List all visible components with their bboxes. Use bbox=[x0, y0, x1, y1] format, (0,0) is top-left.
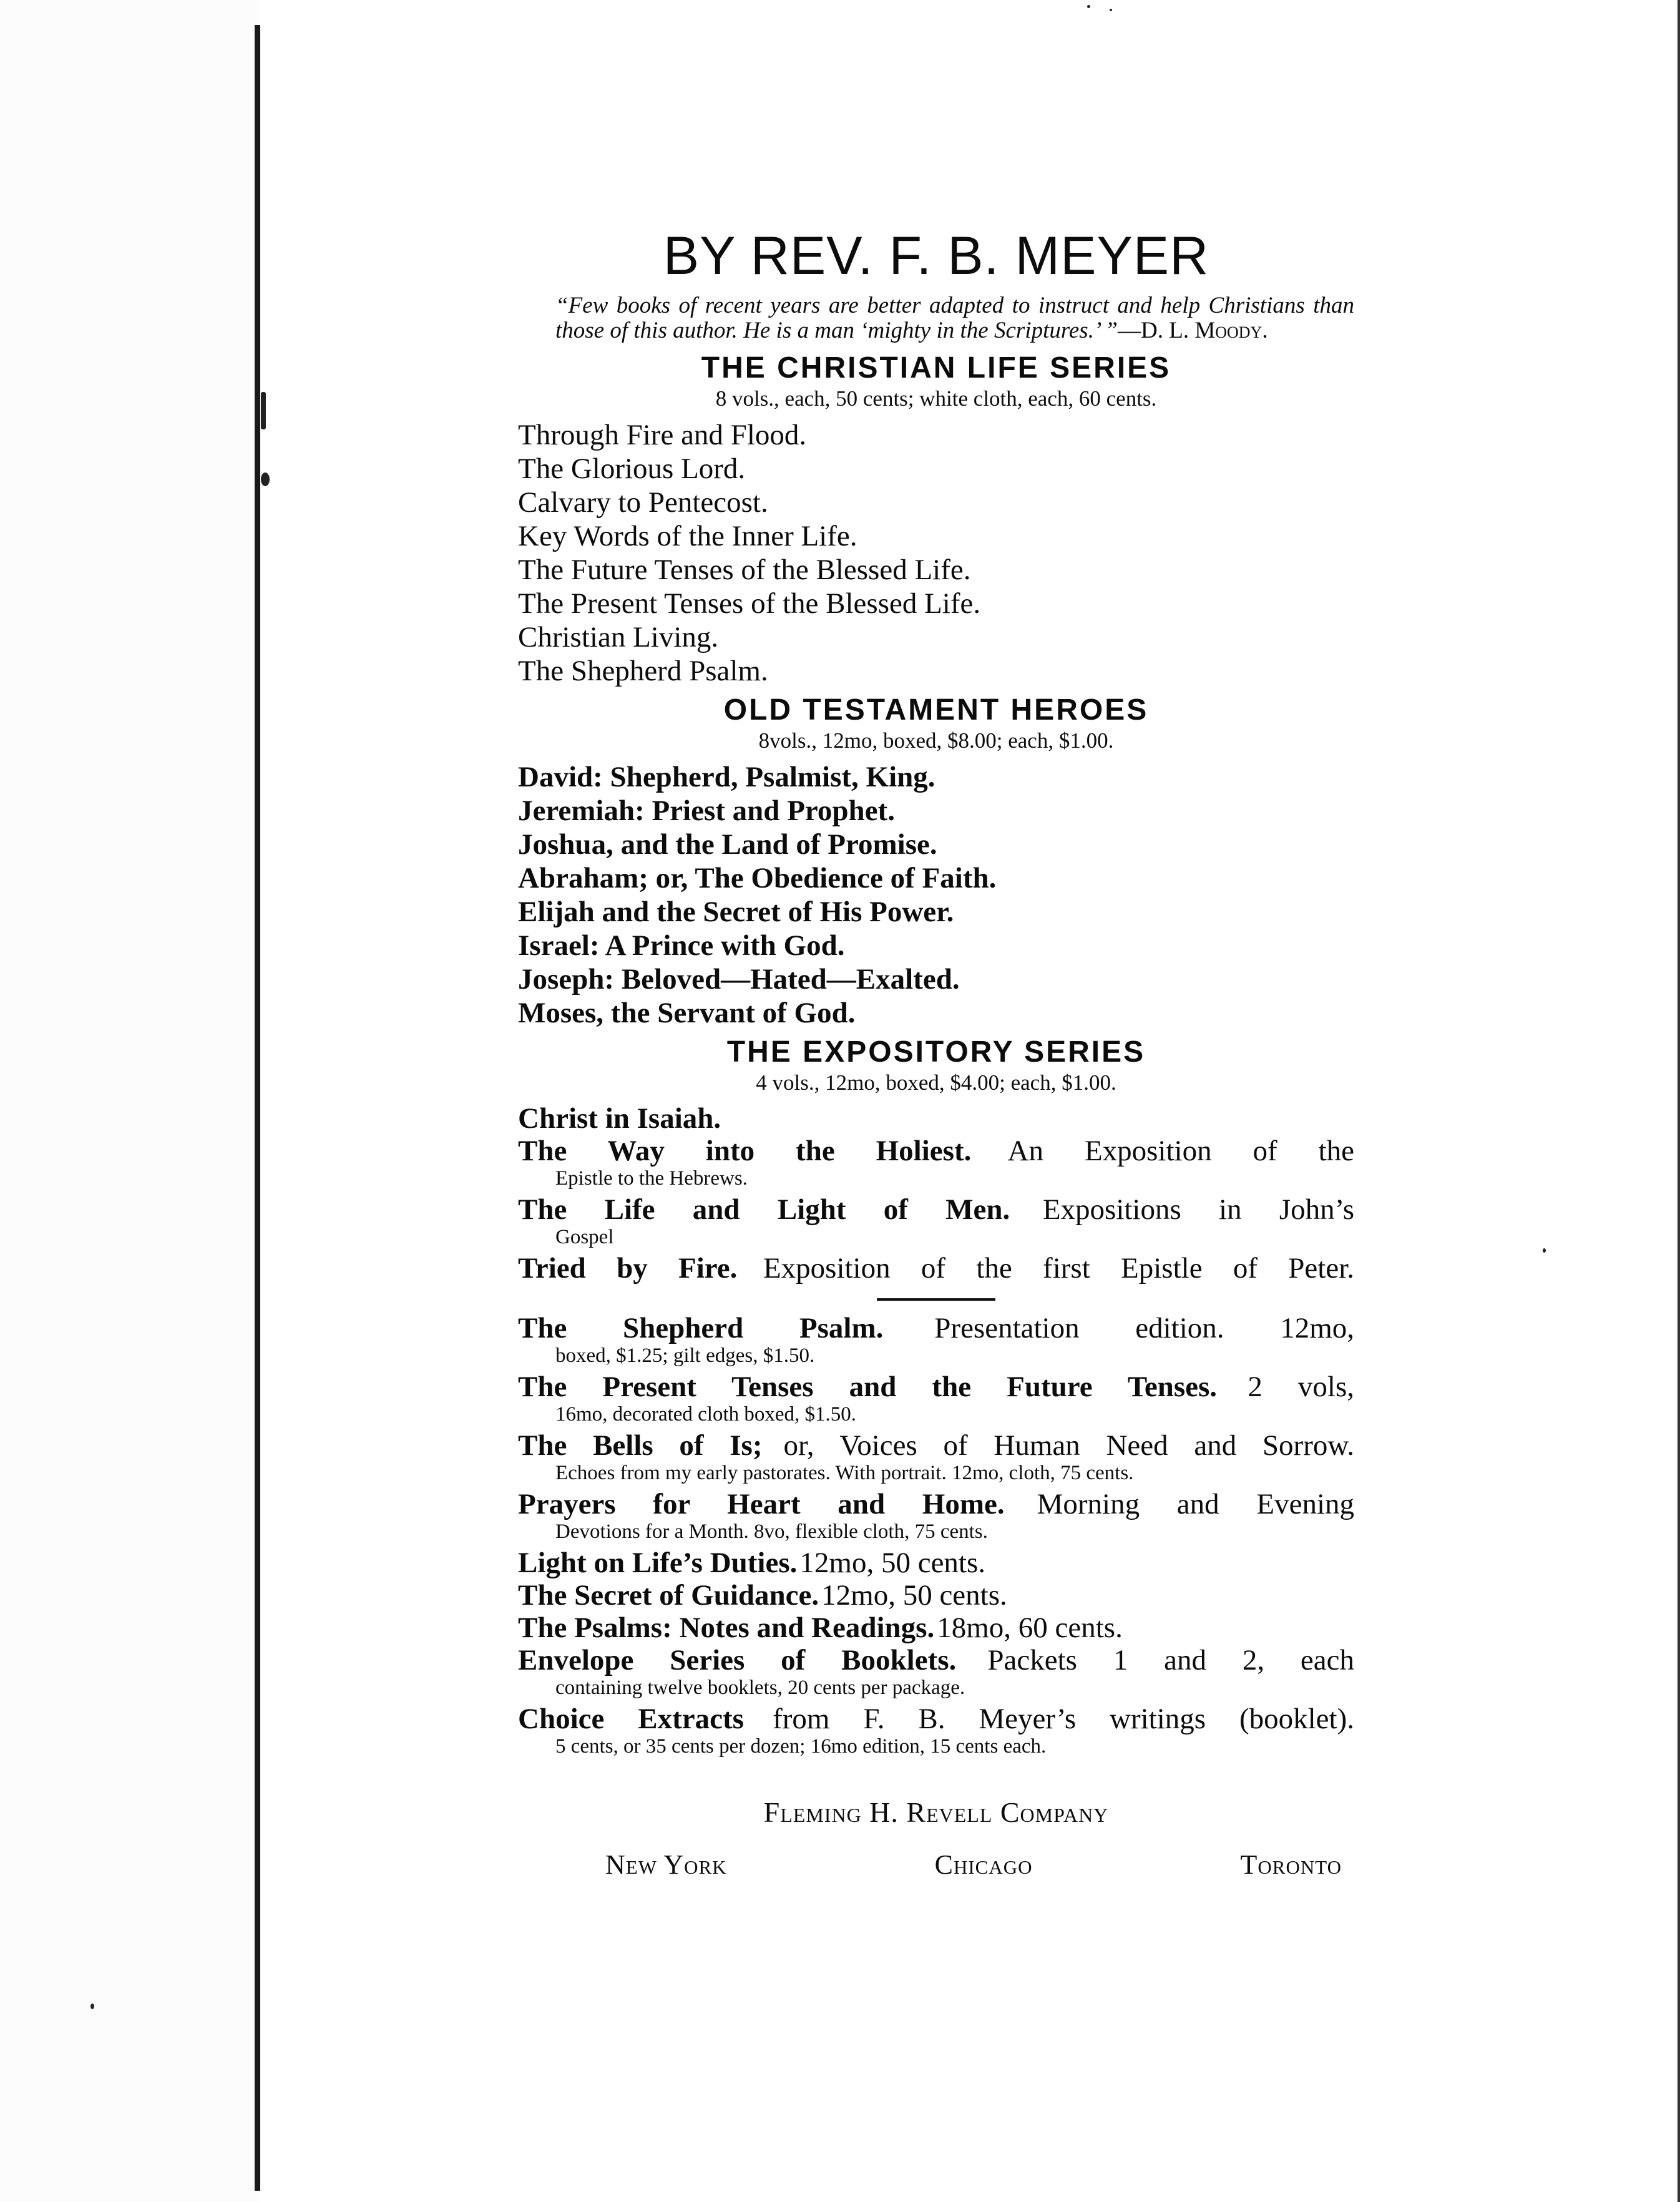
book-description: Exposition of the first Epistle of Peter. bbox=[763, 1252, 1355, 1284]
book-entry bbox=[518, 1579, 1354, 1612]
series-price-note: 4 vols., 12mo, boxed, $4.00; each, $1.00. bbox=[756, 1070, 1116, 1095]
book-title: The Shepherd Psalm. bbox=[518, 655, 768, 687]
book-title: Elijah and the Secret of His Power. bbox=[518, 896, 954, 928]
series-heading: THE EXPOSITORY SERIES bbox=[726, 1035, 1146, 1069]
book-title: The Future Tenses of the Blessed Life. bbox=[518, 554, 971, 586]
ink-speck bbox=[261, 392, 266, 429]
left-page-margin bbox=[0, 0, 257, 2202]
quote-attribution: —D. L. Moody. bbox=[1118, 318, 1268, 343]
book-details: containing twelve booklets, 20 cents per package. bbox=[555, 1676, 965, 1699]
book-title: The Shepherd Psalm. bbox=[518, 1312, 884, 1344]
book-details: boxed, $1.25; gilt edges, $1.50. bbox=[555, 1344, 815, 1367]
book-description-continued: Gospel bbox=[555, 1226, 614, 1248]
publisher-name: Fleming H. Revell Company bbox=[763, 1796, 1109, 1828]
book-title: Israel: A Prince with God. bbox=[518, 929, 845, 962]
section-divider bbox=[877, 1298, 995, 1301]
book-title: The Secret of Guidance. bbox=[518, 1579, 819, 1612]
book-title: Moses, the Servant of God. bbox=[518, 997, 856, 1029]
book-description: Packets 1 and 2, each bbox=[987, 1644, 1354, 1676]
book-entry bbox=[518, 1312, 1354, 1367]
book-description: An Exposition of the bbox=[1007, 1135, 1355, 1167]
book-description: Presentation edition. 12mo, bbox=[934, 1312, 1354, 1344]
book-title: Prayers for Heart and Home. bbox=[518, 1488, 1005, 1520]
book-details: 5 cents, or 35 cents per dozen; 16mo edition, 15 cents each. bbox=[555, 1735, 1047, 1758]
series-price-note: 8vols., 12mo, boxed, $8.00; each, $1.00. bbox=[758, 728, 1114, 753]
book-description: 12mo, 50 cents. bbox=[799, 1547, 986, 1579]
expository-series bbox=[518, 1035, 1354, 1284]
book-title: Joseph: Beloved—Hated—Exalted. bbox=[518, 963, 960, 996]
book-description: or, Voices of Human Need and Sorrow. bbox=[783, 1429, 1354, 1462]
series-heading: OLD TESTAMENT HEROES bbox=[723, 693, 1149, 727]
city-name: Chicago bbox=[934, 1849, 1033, 1880]
book-title: Calvary to Pentecost. bbox=[518, 486, 768, 519]
book-description: from F. B. Meyer’s writings (booklet). bbox=[773, 1703, 1354, 1735]
book-title: Joshua, and the Land of Promise. bbox=[518, 828, 937, 861]
book-entry bbox=[518, 1547, 1354, 1579]
book-entry bbox=[518, 1703, 1354, 1758]
book-entry bbox=[518, 1371, 1354, 1426]
book-entry bbox=[518, 1644, 1354, 1699]
series-heading: THE CHRISTIAN LIFE SERIES bbox=[701, 351, 1171, 384]
book-title: Christian Living. bbox=[518, 621, 719, 653]
book-title: The Way into the Holiest. bbox=[518, 1135, 972, 1167]
book-description: 18mo, 60 cents. bbox=[937, 1612, 1123, 1644]
book-details: Devotions for a Month. 8vo, flexible cloth, 75 cents. bbox=[555, 1520, 988, 1543]
book-title: Abraham; or, The Obedience of Faith. bbox=[518, 862, 997, 894]
city-name: Toronto bbox=[1240, 1849, 1342, 1880]
book-title: David: Shepherd, Psalmist, King. bbox=[518, 761, 935, 793]
book-description: 2 vols, bbox=[1248, 1371, 1354, 1403]
book-title: Tried by Fire. bbox=[518, 1252, 738, 1284]
book-entry bbox=[518, 1135, 1354, 1190]
ink-speck bbox=[1110, 9, 1112, 11]
book-title: Choice Extracts bbox=[518, 1703, 744, 1735]
book-title: The Glorious Lord. bbox=[518, 453, 746, 485]
book-title: Jeremiah: Priest and Prophet. bbox=[518, 795, 895, 827]
book-title: Through Fire and Flood. bbox=[518, 419, 807, 451]
quote-text: “Few books of recent years are better adapted to instruct and help Christians than those of this author. He is a man ‘mighty in the Scriptures.’ ” bbox=[555, 293, 1354, 343]
book-description: 12mo, 50 cents. bbox=[821, 1579, 1007, 1612]
advertisement-page bbox=[518, 225, 1354, 1881]
page-title: BY REV. F. B. MEYER bbox=[663, 226, 1209, 286]
book-entry bbox=[518, 1252, 1354, 1284]
book-title: The Life and Light of Men. bbox=[518, 1193, 1010, 1226]
book-title: Christ in Isaiah. bbox=[518, 1102, 721, 1135]
book-title: The Present Tenses and the Future Tenses. bbox=[518, 1371, 1218, 1403]
ink-speck bbox=[1543, 1248, 1546, 1253]
book-entry bbox=[518, 1612, 1354, 1644]
ink-speck bbox=[261, 472, 270, 486]
book-entry bbox=[518, 1102, 1354, 1135]
book-description-continued: Epistle to the Hebrews. bbox=[555, 1167, 748, 1190]
book-description: Morning and Evening bbox=[1037, 1488, 1355, 1520]
christian-life-series bbox=[518, 351, 1354, 688]
old-testament-heroes-series bbox=[518, 693, 1354, 1030]
book-list bbox=[518, 760, 1354, 1030]
book-title: The Bells of Is; bbox=[518, 1429, 763, 1462]
series-price-note: 8 vols., each, 50 cents; white cloth, each, 60 cents. bbox=[715, 386, 1157, 411]
book-entry bbox=[518, 1488, 1354, 1543]
ink-speck bbox=[90, 2004, 94, 2009]
book-spine-edge bbox=[255, 25, 260, 2191]
ink-speck bbox=[1087, 5, 1090, 8]
page-right-edge bbox=[1678, 0, 1680, 2202]
city-name: New York bbox=[605, 1849, 727, 1880]
book-title: Key Words of the Inner Life. bbox=[518, 520, 857, 552]
book-list bbox=[518, 418, 1354, 688]
book-description: Expositions in John’s bbox=[1042, 1193, 1354, 1226]
publisher-cities bbox=[518, 1849, 1354, 1881]
endorsement-quote bbox=[555, 293, 1354, 343]
book-title: Light on Life’s Duties. bbox=[518, 1547, 798, 1579]
book-entry bbox=[518, 1193, 1354, 1248]
other-books bbox=[518, 1312, 1354, 1758]
book-details: 16mo, decorated cloth boxed, $1.50. bbox=[555, 1403, 857, 1426]
book-entry bbox=[518, 1429, 1354, 1484]
book-title: Envelope Series of Booklets. bbox=[518, 1644, 957, 1676]
book-details: Echoes from my early pastorates. With portrait. 12mo, cloth, 75 cents. bbox=[555, 1462, 1134, 1484]
book-title: The Present Tenses of the Blessed Life. bbox=[518, 587, 981, 620]
book-title: The Psalms: Notes and Readings. bbox=[518, 1612, 935, 1644]
